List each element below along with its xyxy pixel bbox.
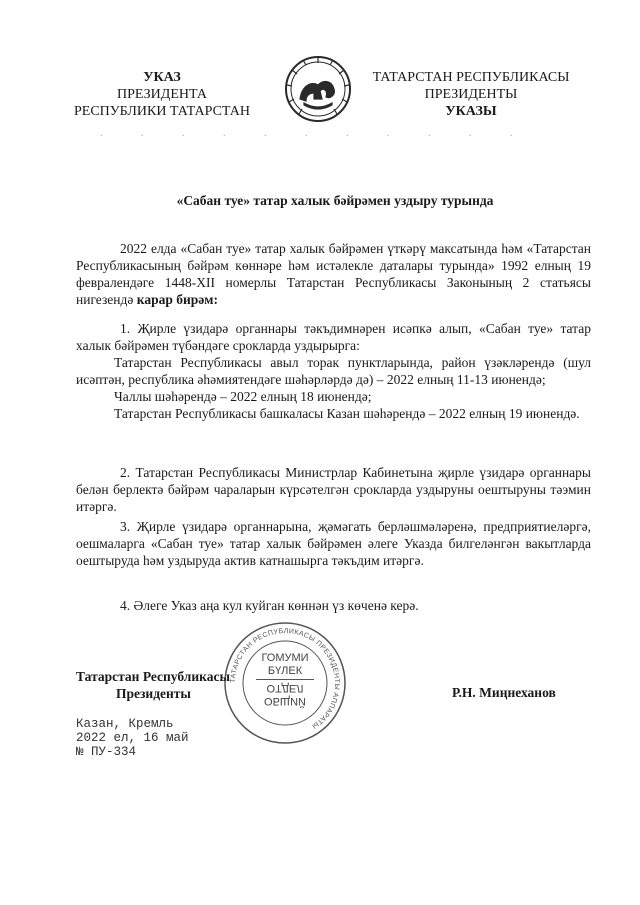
footer-number: № ПУ-334 — [76, 745, 137, 759]
header-right-ukazy: УКАЗЫ — [445, 104, 497, 119]
header-left-ukaz: УКАЗ — [143, 70, 181, 85]
stamp-line-3: ОТДЕЛ — [266, 682, 304, 694]
item-1-intro: 1. Җирле үзидарә органнары тәкъдимнәрен исәпкә алып, «Сабан туе» татар халык бәйрәмен түбәндәге срокларда уздырырга: — [76, 321, 591, 353]
stamp-inner — [252, 652, 318, 707]
item-2-text: 2. Татарстан Республикасы Министрлар Кабинетына җирле үзидарә органнары белән берлектә бәйрәм чараларын күрсәтелгән срокларда уздыруны оештыруны тәэмин итәргә. — [76, 465, 591, 514]
item-4-text: 4. Әлеге Указ аңа кул куйган көннән үз көченә керә. — [120, 598, 419, 613]
stamp-line-4: ОБЩИЙ — [264, 695, 306, 707]
item-1-rural: Татарстан Республикасы авыл торак пунктларында, район үзәкләрендә (шул исәптән, республика әһәмиятендәге шәһәрләрдә дә) – 2022 елның 11-13 июнендә; — [76, 355, 591, 387]
stamp-ring-text: ТАТАРСТАН РЕСПУБЛИКАСЫ ПРЕЗИДЕНТЫ АППАРАТЫ — [229, 627, 341, 730]
header-right — [360, 69, 582, 120]
item-4 — [76, 597, 591, 614]
item-1 — [76, 320, 591, 422]
footer-date: 2022 ел, 16 май — [76, 731, 189, 745]
footer-place: Казан, Кремль — [76, 717, 174, 731]
header-divider-dots: . . . . . . . . . . . — [100, 128, 531, 139]
item-3 — [76, 518, 591, 569]
header-right-president: ПРЕЗИДЕНТЫ — [424, 87, 518, 102]
signature-position — [76, 668, 230, 702]
item-3-text: 3. Җирле үзидарә органнарына, җәмәгать берләшмәләренә, предприятиеләргә, оешмаларга «Сабан туе» татар халык бәйрәмен әлеге Указда билгеләнгән вакытларда оештыруда һәм уздыруда актив катнашырга тәкъдим итәргә. — [76, 519, 591, 568]
coat-of-arms-emblem — [284, 55, 352, 123]
signature-position-line-2: Президенты — [116, 686, 191, 701]
signer-name: Р.Н. Миңнеханов — [452, 685, 556, 700]
intro-decree-phrase: карар бирәм: — [136, 292, 218, 307]
header-right-republic: ТАТАРСТАН РЕСПУБЛИКАСЫ — [372, 70, 570, 85]
footer-block — [76, 717, 189, 759]
signature-position-line-1: Татарстан Республикасы — [76, 669, 231, 684]
header-left-republic: РЕСПУБЛИКИ ТАТАРСТАН — [73, 104, 250, 119]
stamp-line-1: ГОМУМИ — [261, 652, 309, 664]
header-left-president: ПРЕЗИДЕНТА — [117, 87, 207, 102]
document-title: «Сабан туе» татар халык бәйрәмен уздыру турында — [176, 193, 494, 208]
item-1-kazan: Татарстан Республикасы башкаласы Казан шәһәрендә – 2022 елның 19 июнендә. — [114, 406, 580, 421]
intro-paragraph — [76, 240, 591, 308]
intro-text: 2022 елда «Сабан туе» татар халык бәйрәмен үткәрү максатында һәм «Татарстан Республикасының бәйрәм көннәре һәм истәлекле даталары турында» 1992 елның 19 февралендәге 1448-XII номерлы Татарстан Республикасы Законының 2 статьясы нигезендә — [76, 241, 591, 307]
header-left — [60, 69, 264, 120]
stamp-line-2: БҮЛЕК — [267, 665, 303, 677]
official-stamp — [222, 620, 348, 746]
item-2 — [76, 464, 591, 515]
item-1-chally: Чаллы шәһәрендә – 2022 елның 18 июнендә; — [114, 389, 372, 404]
